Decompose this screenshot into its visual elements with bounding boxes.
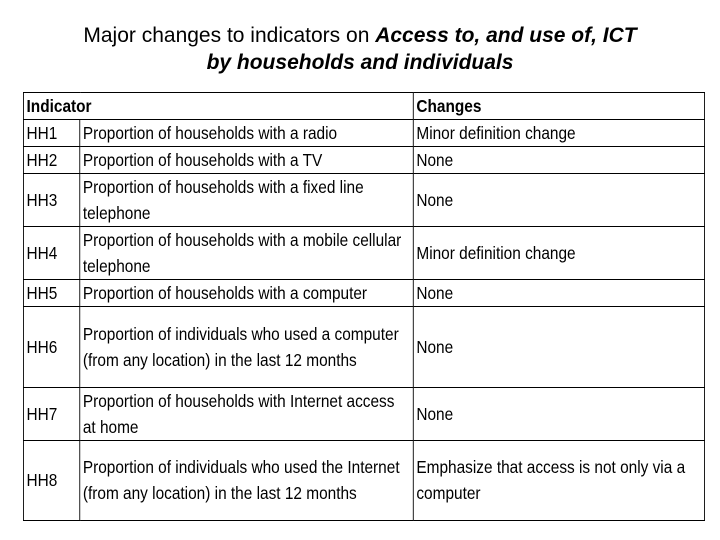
table-header-row [23,93,704,120]
indicator-description: Proportion of households with a radio [80,120,414,147]
indicator-code: HH2 [23,147,79,174]
table-row [23,147,704,174]
title-line-1 [0,22,720,49]
indicator-code: HH1 [23,120,79,147]
table-row [23,307,704,387]
indicator-change: Minor definition change [413,227,704,280]
indicator-code: HH8 [23,440,79,520]
table-row [23,387,704,440]
indicator-code: HH3 [23,174,79,227]
table-row [23,227,704,280]
indicator-code: HH5 [23,280,79,307]
indicator-code: HH7 [23,387,79,440]
table-row [23,440,704,520]
indicator-change: None [413,387,704,440]
indicator-description: Proportion of households with a fixed line telephone [80,174,414,227]
slide-title [0,22,720,76]
title-emphasis-text: Access to, and use of, ICT [375,24,637,47]
indicator-change: Minor definition change [413,120,704,147]
title-line-2: by households and individuals [206,51,514,74]
table-row [23,174,704,227]
header-indicator: Indicator [23,93,413,120]
indicator-description: Proportion of households with a computer [80,280,414,307]
indicator-description: Proportion of individuals who used the Internet (from any location) in the last 12 months [80,440,414,520]
indicator-code: HH4 [23,227,79,280]
indicator-description: Proportion of households with Internet access at home [80,387,414,440]
indicator-description: Proportion of households with a TV [80,147,414,174]
indicator-description: Proportion of households with a mobile cellular telephone [80,227,414,280]
table-row [23,280,704,307]
indicator-change: None [413,174,704,227]
table-row [23,120,704,147]
indicator-change: None [413,307,704,387]
title-plain-text: Major changes to indicators on [83,24,376,47]
header-changes: Changes [413,93,704,120]
indicator-code: HH6 [23,307,79,387]
indicator-change: None [413,280,704,307]
indicator-change: None [413,147,704,174]
indicator-description: Proportion of individuals who used a computer (from any location) in the last 12 months [80,307,414,387]
indicator-change: Emphasize that access is not only via a computer [413,440,704,520]
indicators-table [23,92,705,521]
